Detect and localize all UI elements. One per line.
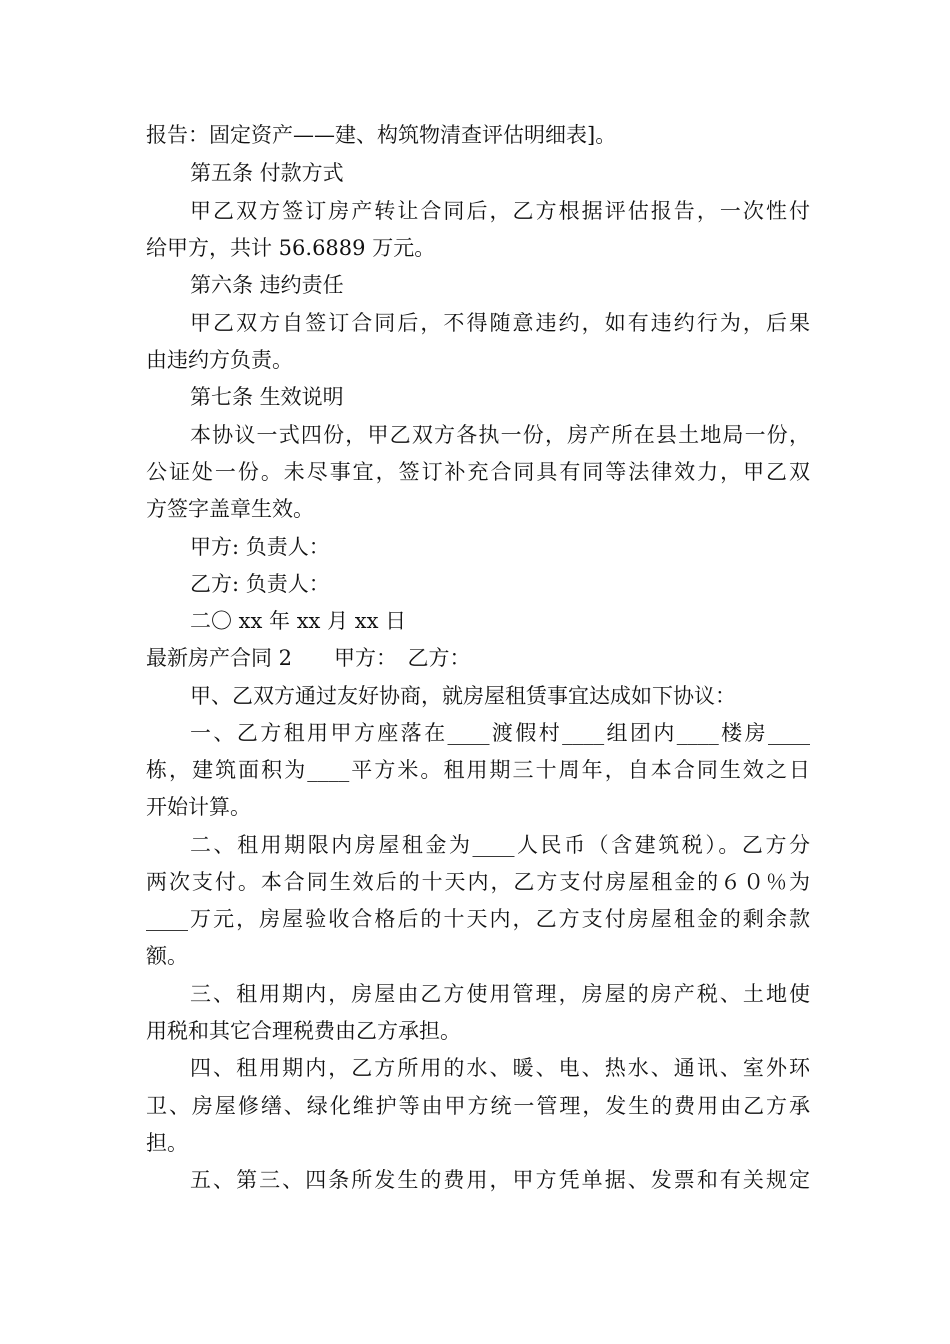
text-line: 公证处一份。未尽事宜，签订补充合同具有同等法律效力，甲乙双 xyxy=(146,460,810,484)
text-line: 三、租用期内，房屋由乙方使用管理，房屋的房产税、土地使 xyxy=(190,982,810,1006)
text-line: 由违约方负责。 xyxy=(146,348,293,372)
text-line: 五、第三、四条所发生的费用，甲方凭单据、发票和有关规定 xyxy=(190,1168,810,1192)
signature-line-party-b: 乙方: 负责人： xyxy=(190,572,330,596)
text-line: 报告：固定资产——建、构筑物清查评估明细表]。 xyxy=(146,123,617,147)
text-line: 二、租用期限内房屋租金为____人民币（含建筑税）。乙方分 xyxy=(190,833,810,857)
text-line: 本协议一式四份，甲乙双方各执一份，房产所在县土地局一份， xyxy=(190,423,810,447)
text-line: 甲乙双方自签订合同后，不得随意违约，如有违约行为，后果 xyxy=(190,311,810,335)
text-line: 甲乙双方签订房产转让合同后，乙方根据评估报告，一次性付 xyxy=(190,199,810,223)
section-heading: 第七条 生效说明 xyxy=(190,385,344,409)
text-line: 担。 xyxy=(146,1131,188,1155)
section-heading: 第六条 违约责任 xyxy=(190,273,344,297)
text-line: 卫、房屋修缮、绿化维护等由甲方统一管理，发生的费用由乙方承 xyxy=(146,1094,810,1118)
date-line: 二〇 xx 年 xx 月 xx 日 xyxy=(190,609,407,633)
text-line: 甲、乙双方通过友好协商，就房屋租赁事宜达成如下协议： xyxy=(190,684,736,708)
text-line: 栋，建筑面积为____平方米。租用期三十周年，自本合同生效之日 xyxy=(146,758,810,782)
text-line: 开始计算。 xyxy=(146,795,251,819)
text-line: 额。 xyxy=(146,944,188,968)
text-line: ____万元，房屋验收合格后的十天内，乙方支付房屋租金的剩余款 xyxy=(146,907,810,931)
signature-line-party-a: 甲方: 负责人： xyxy=(190,535,330,559)
text-line: 用税和其它合理税费由乙方承担。 xyxy=(146,1019,461,1043)
text-line: 两次支付。本合同生效后的十天内，乙方支付房屋租金的６０％为 xyxy=(146,870,810,894)
contract-title: 最新房产合同 2 甲方： 乙方： xyxy=(146,646,471,670)
text-line: 方签字盖章生效。 xyxy=(146,497,314,521)
text-line: 给甲方，共计 56.6889 万元。 xyxy=(146,236,436,260)
text-line: 一、乙方租用甲方座落在____渡假村____组团内____楼房____ xyxy=(190,721,810,745)
text-line: 四、租用期内，乙方所用的水、暖、电、热水、通讯、室外环 xyxy=(190,1056,810,1080)
section-heading: 第五条 付款方式 xyxy=(190,161,344,185)
